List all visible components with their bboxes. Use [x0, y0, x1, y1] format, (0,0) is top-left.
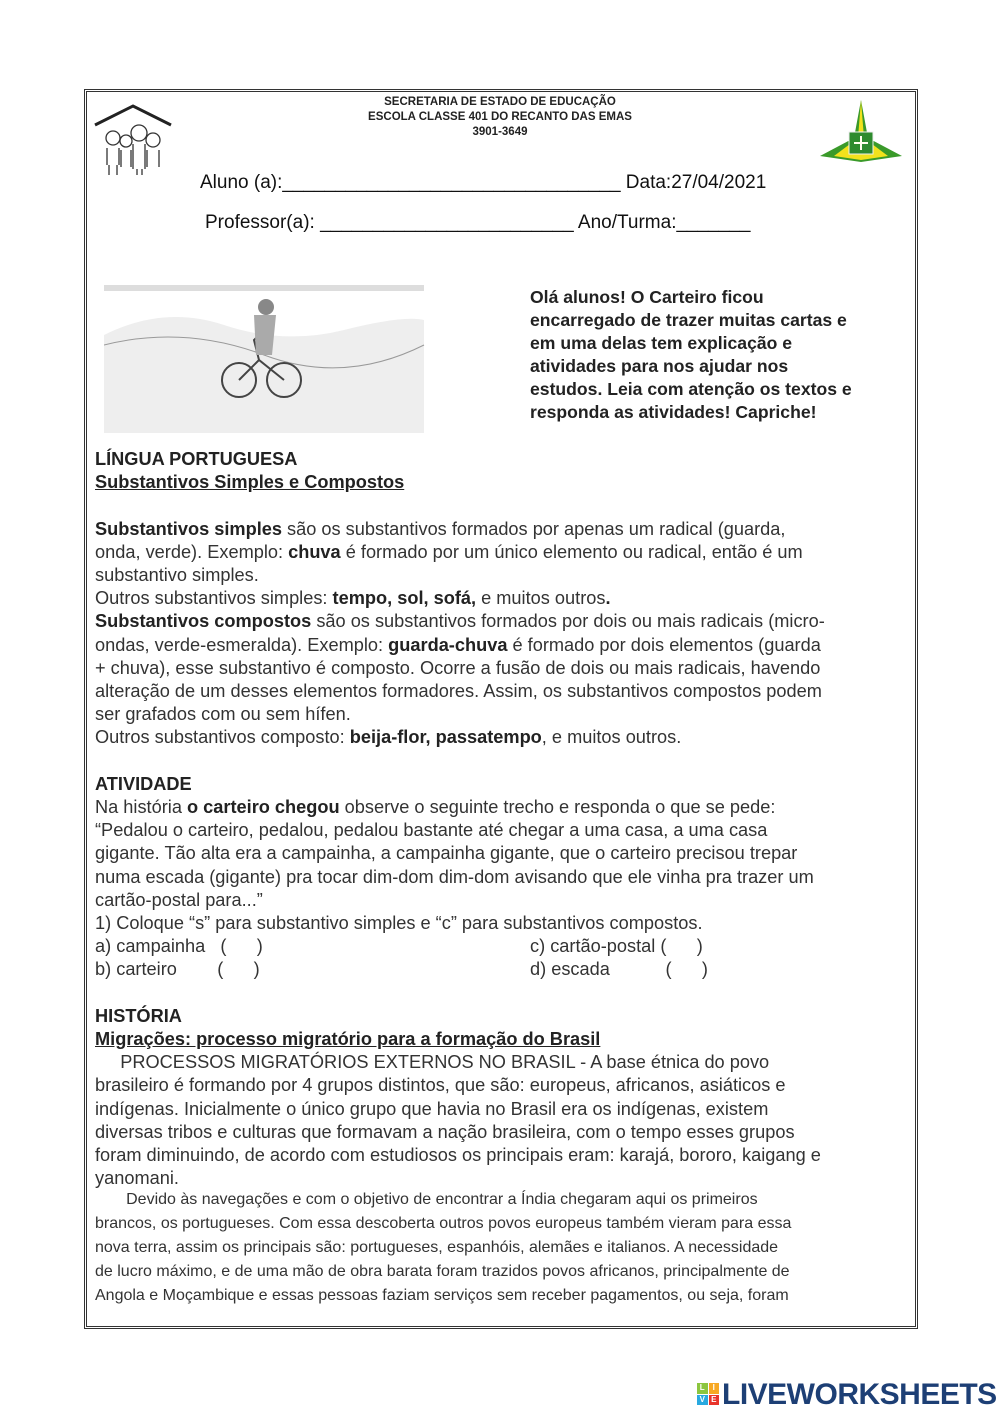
text-segment: chuva — [288, 541, 341, 562]
text-segment: tempo, sol, sofá, — [332, 588, 477, 609]
text-line — [95, 959, 708, 980]
text-segment: e muitos outros — [476, 588, 606, 609]
text-line — [530, 333, 792, 354]
text-line — [95, 797, 775, 818]
text-line — [530, 356, 788, 377]
text-segment: alteração de um desses elementos formadores. Assim, os substantivos compostos podem — [95, 681, 822, 701]
text-segment: foram diminuindo, de acordo com estudiosos os principais eram: karajá, bororo, kaigang e — [95, 1145, 821, 1165]
text-segment: 1) Coloque “s” para substantivo simples e “c” para substantivos compostos. — [95, 913, 703, 933]
text-line — [95, 658, 820, 679]
text-segment: brasileiro é formando por 4 grupos distintos, que são: europeus, africanos, asiáticos e — [95, 1075, 786, 1096]
section-heading: ATIVIDADE — [95, 773, 192, 794]
text-segment: PROCESSOS MIGRATÓRIOS EXTERNOS NO BRASIL - A base étnica do povo — [95, 1052, 770, 1073]
text-line — [95, 1168, 179, 1189]
text-segment: “Pedalou o carteiro, pedalou, pedalou bastante até chegar a uma casa, a uma casa — [95, 820, 768, 841]
text-line — [95, 867, 814, 888]
text-line: de lucro máximo, e de uma mão de obra barata foram trazidos povos africanos, principalmente de — [95, 1263, 790, 1280]
text-segment: são os substantivos formados por dois ou mais radicais (micro- — [311, 611, 825, 632]
text-line — [95, 1029, 600, 1050]
df-emblem-icon — [818, 98, 904, 164]
text-segment: a) campainha ( ) — [95, 936, 263, 957]
text-line — [95, 1075, 786, 1096]
text-line — [95, 1006, 182, 1027]
text-line: nova terra, assim os principais são: portugueses, espanhóis, alemães e italianos. A necessidade — [95, 1239, 779, 1256]
text-segment: em uma delas tem explicação e — [530, 333, 793, 353]
text-line — [95, 635, 821, 656]
text-segment: ser grafados com ou sem hífen. — [95, 704, 351, 725]
text-line — [95, 472, 404, 493]
text-segment: b) carteiro ( ) — [95, 959, 260, 980]
text-segment: é formado por um único elemento ou radical, então é um — [340, 541, 803, 562]
text-segment: responda as atividades! Capriche! — [530, 402, 817, 422]
text-segment: guarda-chuva — [388, 634, 508, 655]
text-segment: Olá alunos! O Carteiro ficou — [530, 287, 764, 307]
text-segment: observe o seguinte trecho e responda o que se pede: — [339, 797, 776, 817]
live-letter: I — [709, 1383, 720, 1394]
school-house-logo-icon — [93, 103, 173, 178]
text-segment: + chuva), esse substantivo é composto. Ocorre a fusão de dois ou mais radicais, havendo — [95, 657, 821, 678]
text-line — [95, 611, 825, 632]
section-heading: Migrações: processo migratório para a formação do Brasil — [95, 1029, 601, 1049]
text-segment: c) cartão-postal ( ) — [530, 936, 703, 957]
text-line — [95, 913, 703, 934]
text-line — [530, 287, 764, 308]
student-date-field[interactable]: Aluno (a):________________________________ Data:27/04/2021 — [200, 172, 767, 193]
section-heading: Substantivos Simples e Compostos — [95, 472, 405, 493]
text-segment: Substantivos simples — [95, 518, 282, 539]
text-line — [95, 1099, 768, 1120]
text-line — [95, 1145, 821, 1166]
text-segment: atividades para nos ajudar nos — [530, 356, 789, 376]
text-segment: beija-flor, passatempo — [349, 727, 542, 748]
text-line — [530, 402, 816, 423]
live-letter: E — [709, 1395, 720, 1406]
text-line — [95, 1122, 795, 1143]
text-line — [95, 542, 803, 563]
text-segment: yanomani. — [95, 1168, 179, 1189]
text-segment: Substantivos compostos — [95, 611, 312, 632]
text-line — [95, 820, 767, 841]
section-heading: HISTÓRIA — [95, 1005, 182, 1026]
text-segment: encarregado de trazer muitas cartas e — [530, 310, 847, 330]
text-segment: substantivo simples. — [95, 565, 259, 585]
header-secretaria: SECRETARIA DE ESTADO DE EDUCAÇÃO — [384, 96, 616, 108]
text-line — [95, 774, 192, 795]
section-heading: LÍNGUA PORTUGUESA — [95, 449, 298, 469]
text-segment: , e muitos outros. — [541, 727, 682, 748]
text-line — [95, 681, 822, 702]
text-line — [95, 890, 263, 911]
text-line — [95, 565, 259, 586]
live-letter: L — [697, 1383, 708, 1394]
header-phone: 3901-3649 — [472, 126, 528, 138]
text-segment: é formado por dois elementos (guarda — [507, 634, 821, 655]
live-letter: V — [697, 1395, 708, 1406]
text-segment: gigante. Tão alta era a campainha, a campainha gigante, que o carteiro precisou trepar — [95, 843, 798, 864]
text-segment: indígenas. Inicialmente o único grupo que havia no Brasil era os indígenas, existem — [95, 1098, 769, 1119]
text-line — [95, 936, 703, 957]
text-segment: Outros substantivos simples: — [95, 588, 333, 609]
text-line — [530, 310, 847, 331]
text-segment: Outros substantivos composto: — [95, 727, 350, 748]
text-segment: cartão-postal para...” — [95, 889, 263, 910]
text-line — [95, 843, 797, 864]
text-segment: numa escada (gigante) pra tocar dim-dom dim-dom avisando que ele vinha pra trazer um — [95, 866, 814, 887]
text-line — [95, 588, 611, 609]
text-line — [95, 1052, 769, 1073]
text-segment: o carteiro chegou — [187, 797, 340, 817]
liveworksheets-logo: LIVEWORKSHEETS — [722, 1378, 997, 1411]
text-line — [530, 379, 852, 400]
header-school-name: ESCOLA CLASSE 401 DO RECANTO DAS EMAS — [368, 111, 632, 123]
text-segment: Na história — [95, 797, 187, 817]
text-segment: d) escada ( ) — [530, 959, 708, 980]
text-line — [95, 704, 351, 725]
text-line — [95, 727, 681, 748]
text-segment: diversas tribos e culturas que formavam a nação brasileira, com o tempo esses grupos — [95, 1121, 795, 1142]
text-segment: onda, verde). Exemplo: — [95, 541, 289, 562]
text-segment: são os substantivos formados por apenas um radical (guarda, — [281, 518, 786, 539]
text-segment: ondas, verde-esmeralda). Exemplo: — [95, 634, 389, 655]
text-segment: estudos. Leia com atenção os textos e — [530, 379, 852, 399]
teacher-class-field[interactable]: Professor(a): ________________________ Ano/Turma:_______ — [205, 212, 751, 233]
text-line: Angola e Moçambique e essas pessoas faziam serviços sem receber pagamentos, ou seja, foram — [95, 1287, 789, 1304]
text-line: brancos, os portugueses. Com essa descoberta outros povos europeus também vieram para essa — [95, 1215, 792, 1232]
text-segment: . — [605, 588, 611, 609]
liveworksheets-live-icon — [697, 1383, 719, 1405]
text-line — [95, 519, 785, 540]
text-line: Devido às navegações e com o objetivo de encontrar a Índia chegaram aqui os primeiros — [95, 1191, 758, 1208]
postman-bicycle-illustration — [104, 285, 426, 433]
text-line — [95, 449, 297, 470]
